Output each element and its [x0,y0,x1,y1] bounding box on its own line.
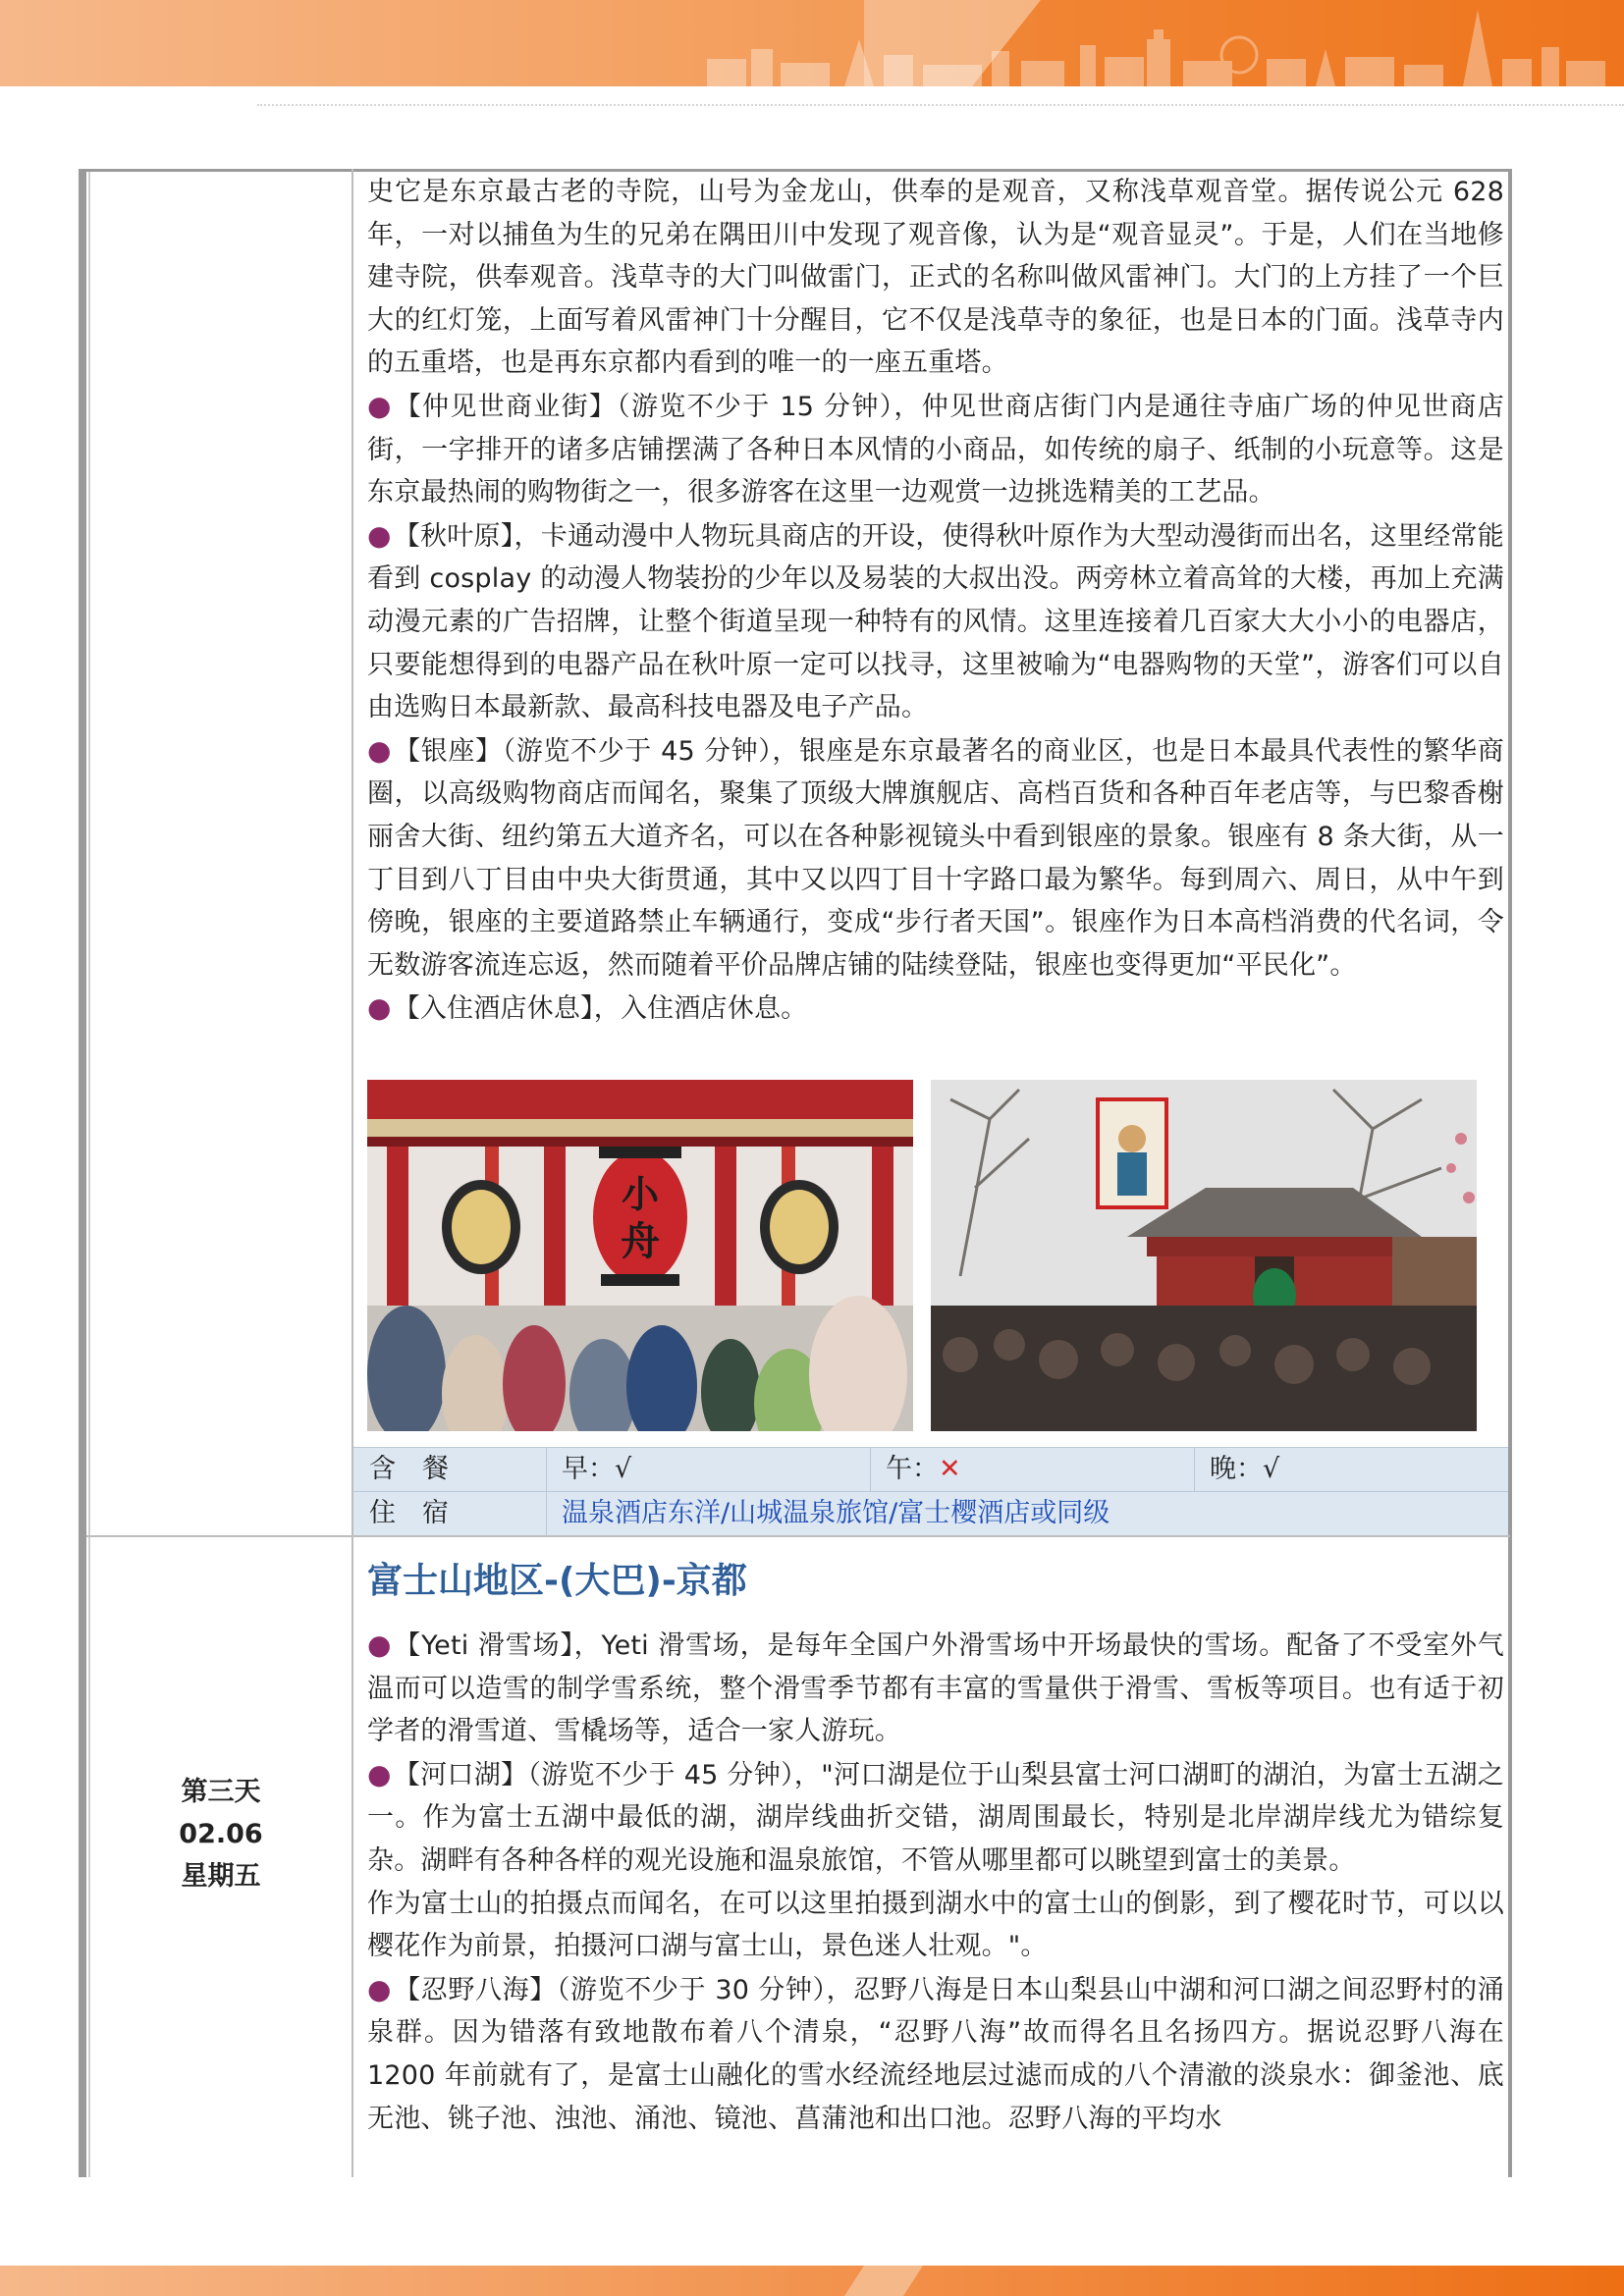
table-column-separator [352,169,353,2177]
kawaguchiko-text: 【河口湖】（游览不少于 45 分钟），"河口湖是位于山梨县富士河口湖町的湖泊，为富士五湖之一。作为富士五湖中最低的湖，湖岸线曲折交错，湖周围最长，特别是北岸湖岸线尤为错综复杂。湖畔有各种各样的观光设施和温泉旅馆，不管从哪里都可以眺望到富士的美景。 [367,1759,1504,1876]
list-item [367,514,1504,729]
cell-divider [546,1492,547,1535]
day-number: 第三天 [181,1777,261,1807]
list-item [367,385,1504,514]
cell-divider [1194,1448,1195,1491]
oshino-hakkai-text: 【忍野八海】（游览不少于 30 分钟），忍野八海是日本山梨县山中湖和河口湖之间忍野村的涌泉群。因为错落有致地散布着八个清泉，“忍野八海”故而得名且名扬四方。据说忍野八海在 1200 年前就有了，是富士山融化的雪水经流经地层过滤而成的八个清澈的淡泉水：御釜池、底无池、铫子池、浊池、涌池、镜池、菖蒲池和出口池。忍野八海的平均水 [367,1974,1504,2134]
nakamise-text: 【仲见世商业街】（游览不少于 15 分钟），仲见世商店街门内是通往寺庙广场的仲见世商店街，一字排开的诸多店铺摆满了各种日本风情的小商品，如传统的扇子、纸制的小玩意等。这是东京最热闹的购物街之一，很多游客在这里一边观赏一边挑选精美的工艺品。 [367,391,1505,508]
list-item [367,1753,1504,1883]
day2-content [367,171,1504,1031]
dinner-label: 晚： [1210,1454,1263,1484]
bullet-icon: ● [367,1629,393,1661]
list-item [367,1624,1504,1753]
photo-strip [367,1080,1477,1431]
day3-label [90,1771,352,1897]
header-dotted-rule [257,104,1624,106]
meals-lodging-table [353,1447,1508,1535]
bullet-icon: ● [367,991,392,1025]
kaminarimon-lantern-photo [367,1080,913,1431]
dinner-cell [1210,1448,1279,1491]
check-icon: √ [1263,1454,1280,1484]
breakfast-cell [562,1448,631,1491]
sensoji-gate-crowd-photo [931,1080,1477,1431]
list-item [367,1968,1504,2140]
svg-text:舟: 舟 [621,1219,660,1264]
bullet-icon: ● [367,1972,393,2005]
sensoji-intro-paragraph: 史它是东京最古老的寺院，山号为金龙山，供奉的是观音，又称浅草观音堂。据传说公元 628 年，一对以捕鱼为生的兄弟在隅田川中发现了观音像，认为是“观音显灵”。于是，人们在当地修建寺院，供奉观音。浅草寺的大门叫做雷门，正式的名称叫做风雷神门。大门的上方挂了一个巨大的红灯笼，上面写着风雷神门十分醒目，它不仅是浅草寺的象征，也是日本的门面。浅草寺内的五重塔，也是再东京都内看到的唯一的一座五重塔。 [367,177,1504,379]
ginza-text: 【银座】（游览不少于 45 分钟），银座是东京最著名的商业区，也是日本最具代表性的繁华商圈，以高级购物商店而闻名，聚集了顶级大牌旗舰店、高档百货和各种百年老店等，与巴黎香榭丽舍大街、纽约第五大道齐名，可以在各种影视镜头中看到银座的景象。银座有 8 条大街，从一丁目到八丁目由中央大街贯通，其中又以四丁目十字路口最为繁华。每到周六、周日，从中午到傍晚，银座的主要道路禁止车辆通行，变成“步行者天国”。银座作为日本高档消费的代名词，令无数游客流连忘返，然而随着平价品牌店铺的陆续登陆，银座也变得更加“平民化”。 [367,735,1504,981]
footer-bar [0,2266,1624,2296]
header-banner [0,0,1624,86]
table-left-border [79,169,86,2177]
check-icon: √ [615,1454,632,1484]
hotel-rest-text: 【入住酒店休息】，入住酒店休息。 [393,993,808,1025]
bullet-icon: ● [367,1757,392,1790]
bullet-icon: ● [367,389,393,422]
list-item [367,729,1504,988]
meals-label: 含 餐 [369,1454,449,1484]
table-right-border [1508,169,1512,2177]
akihabara-text: 【秋叶原】，卡通动漫中人物玩具商店的开设，使得秋叶原作为大型动漫街而出名，这里经常能看到 cosplay 的动漫人物装扮的少年以及易装的大叔出没。两旁林立着高耸的大楼，再加上充满动漫元素的广告招牌，让整个街道呈现一种特有的风情。这里连接着几百家大大小小的电器店，只要能想得到的电器产品在秋叶原一定可以找寻，这里被喻为“电器购物的天堂”，游客们可以自由选购日本最新款、最高科技电器及电子产品。 [367,520,1504,723]
bullet-icon: ● [367,733,393,767]
day-date: 02.06 [179,1819,263,1849]
lodging-row [353,1491,1508,1535]
day-weekday: 星期五 [181,1861,261,1892]
lunch-label: 午： [886,1454,939,1484]
lodging-value: 温泉酒店东洋/山城温泉旅馆/富士樱酒店或同级 [562,1498,1110,1528]
day3-content [367,1624,1504,2140]
meals-row [353,1447,1508,1491]
lodging-label: 住 宿 [369,1498,449,1528]
list-item [367,987,1504,1031]
lunch-cell [886,1448,961,1491]
day3-title: 富士山地区-(大巴)-京都 [367,1561,747,1601]
kawaguchiko-photo-paragraph: 作为富士山的拍摄点而闻名，在可以这里拍摄到湖水中的富士山的倒影，到了樱花时节，可以以樱花作为前景，拍摄河口湖与富士山，景色迷人壮观。"。 [367,1888,1504,1962]
cross-icon: ✕ [939,1454,961,1484]
svg-text:小: 小 [621,1173,660,1216]
yeti-ski-text: 【Yeti 滑雪场】，Yeti 滑雪场，是每年全国户外滑雪场中开场最快的雪场。配备了不受室外气温而可以造雪的制学雪系统，整个滑雪季节都有丰富的雪量供于滑雪、雪板等项目。也有适于初学者的滑雪道、雪橇场等，适合一家人游玩。 [367,1630,1504,1747]
bullet-icon: ● [367,518,392,552]
breakfast-label: 早： [562,1454,615,1484]
cell-divider [546,1448,547,1491]
table-row-separator [86,1535,1510,1537]
cell-divider [870,1448,871,1491]
